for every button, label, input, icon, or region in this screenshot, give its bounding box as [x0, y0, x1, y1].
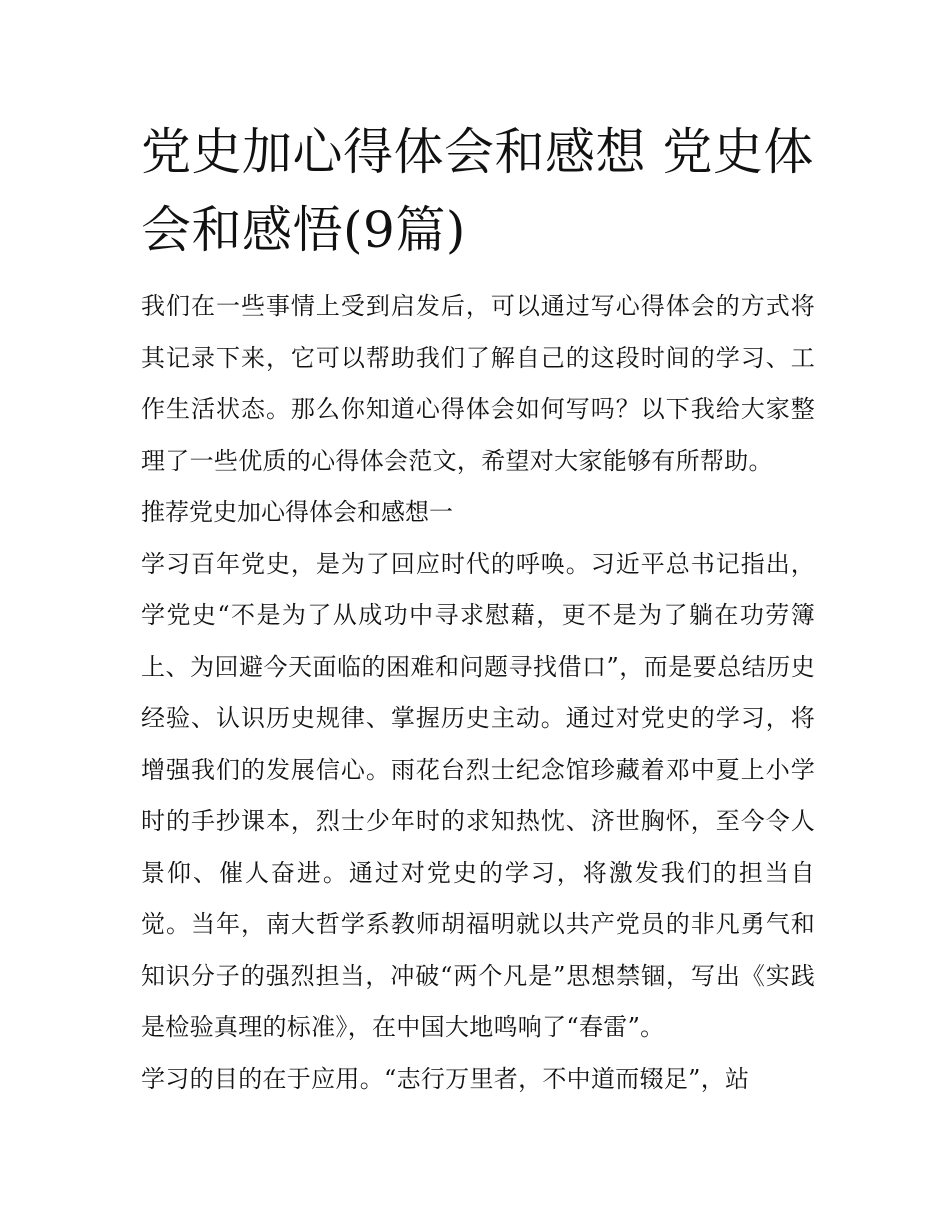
- section-heading: 推荐党史加心得体会和感想一: [141, 498, 453, 526]
- body-paragraph-1: 学习百年党史，是为了回应时代的呼唤。习近平总书记指出，学党史“不是为了从成功中寻求慰藉，更不是为了躺在功劳簿上、为回避今天面临的困难和问题寻找借口”，而是要总结历史经验、认识历史规律、掌握历史主动。通过对党史的学习，将增强我们的发展信心。雨花台烈士纪念馆珍藏着邓中夏上小学时的手抄课本，烈士少年时的求知热忱、济世胸怀，至今令人景仰、催人奋进。通过对党史的学习，将激发我们的担当自觉。当年，南大哲学系教师胡福明就以共产党员的非凡勇气和知识分子的强烈担当，冲破“两个凡是”思想禁锢，写出《实践是检验真理的标准》，在中国大地鸣响了“春雷”。: [141, 549, 815, 1041]
- body-paragraph-2: 学习的目的在于应用。“志行万里者，不中道而辍足”，站: [141, 1064, 750, 1093]
- document-body: [141, 281, 815, 1105]
- document-title: 党史加心得体会和感想 党史体会和感悟(9篇): [141, 123, 814, 259]
- intro-paragraph: 我们在一些事情上受到启发后，可以通过写心得体会的方式将其记录下来，它可以帮助我们了解自己的这段时间的学习、工作生活状态。那么你知道心得体会如何写吗？以下我给大家整理了一些优质的心得体会范文，希望对大家能够有所帮助。: [141, 292, 815, 475]
